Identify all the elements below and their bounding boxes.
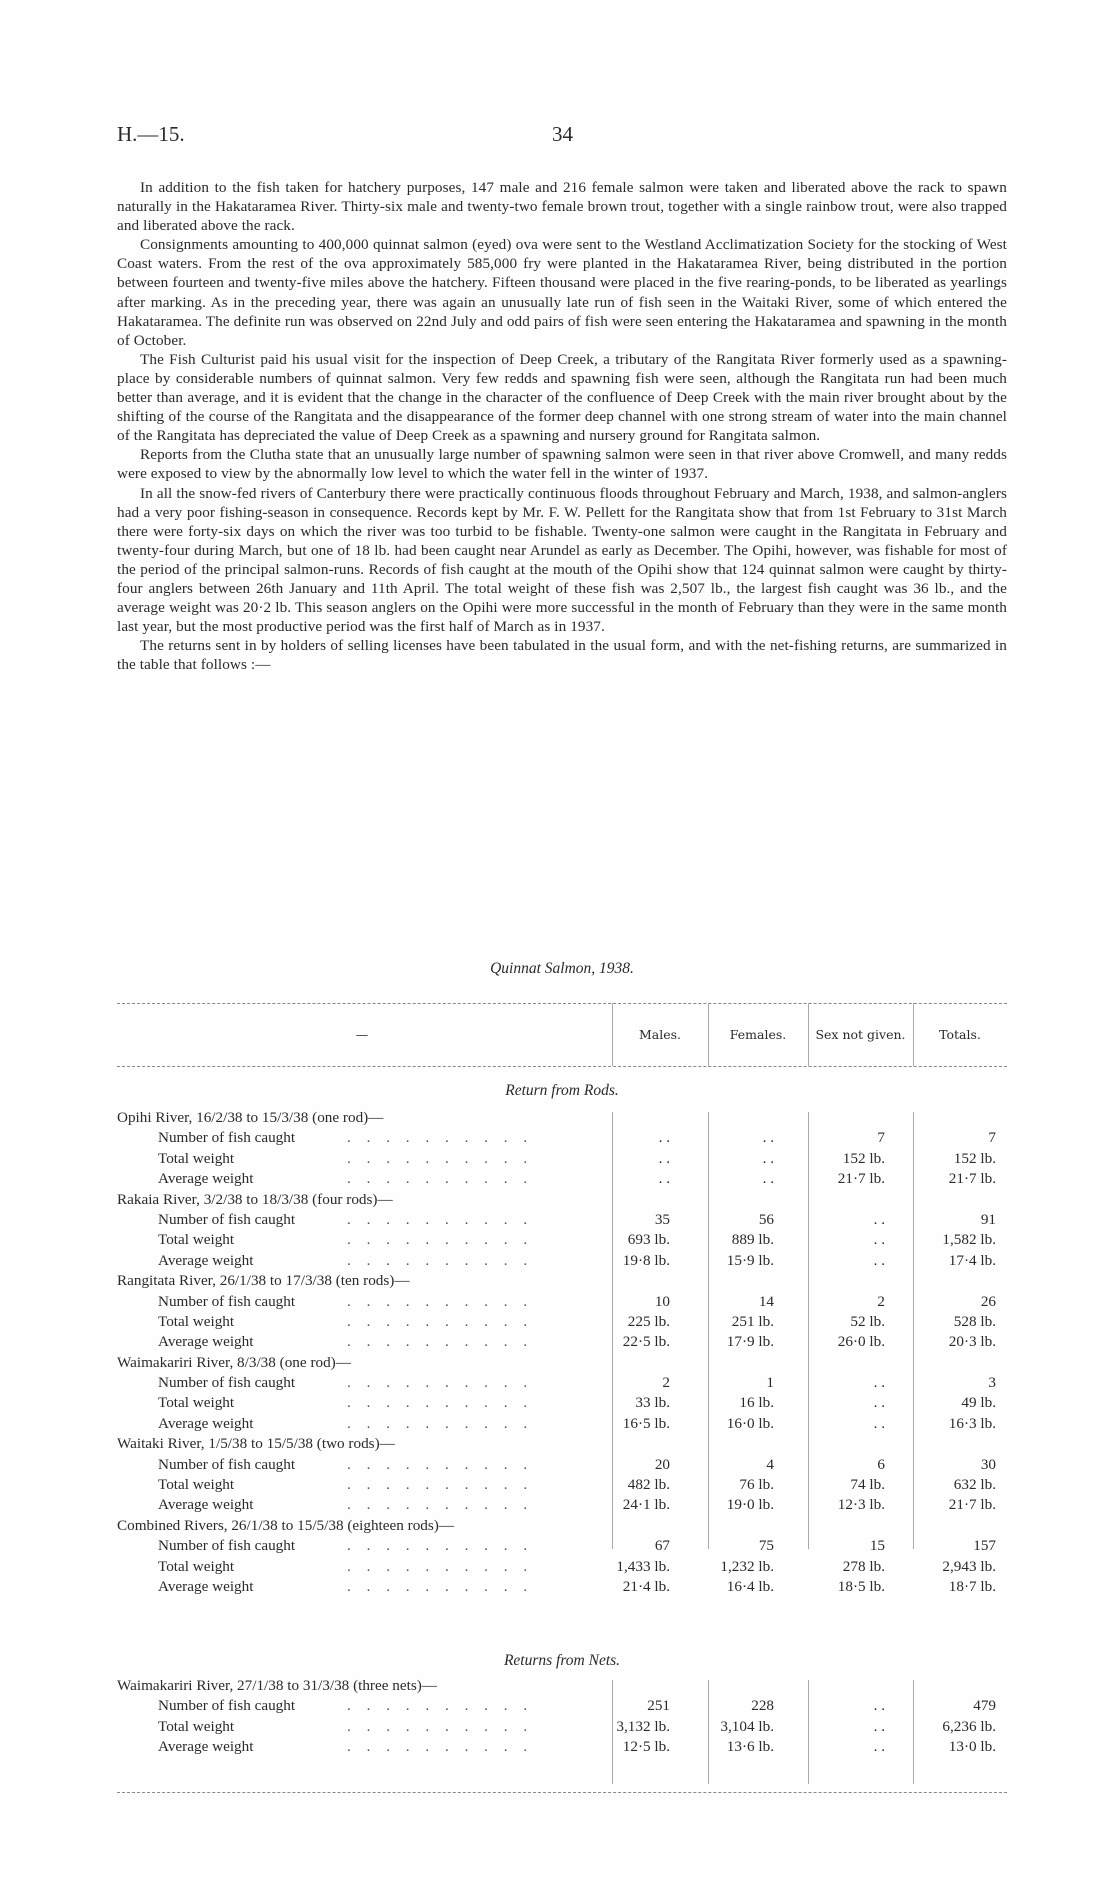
nets-rows	[117, 1676, 1007, 1758]
paragraph: The returns sent in by holders of selling licenses have been tabulated in the usual form, and with the net-fishing returns, are summarized in the table that follows :—	[117, 637, 1007, 674]
table-row: Total weight . . . . . . . . . . 33 lb. 16 lb. . . 49 lb.	[158, 1394, 996, 1412]
table-row: Number of fish caught . . . . . . . . . . 251 228 . . 479	[158, 1697, 996, 1715]
river-heading: Waimakariri River, 8/3/38 (one rod)—	[117, 1353, 351, 1371]
table-row: Total weight . . . . . . . . . . 482 lb. 76 lb. 74 lb. 632 lb.	[158, 1476, 996, 1494]
paragraph: The Fish Culturist paid his usual visit for the inspection of Deep Creek, a tributary of the Rangitata River formerly used as a spawning-place by considerable numbers of quinnat salmon. Very few redds and spawning fish were seen, although the Rangitata run had been much better than average, and it is evident that the change in the character of the confluence of Deep Creek with the main river brought about by the shifting of the course of the Rangitata and the disappearance of the former deep channel with one strong stream of water into the main channel of the Rangitata has depreciated the value of Deep Creek as a spawning and nursery ground for Rangitata salmon.	[117, 350, 1007, 445]
table-row: Average weight . . . . . . . . . . 21·4 lb. 16·4 lb. 18·5 lb. 18·7 lb.	[158, 1577, 996, 1595]
section-title-rods: Return from Rods.	[505, 1082, 619, 1099]
table-row: Total weight . . . . . . . . . . . . . . 152 lb. 152 lb.	[158, 1149, 996, 1167]
river-heading: Opihi River, 16/2/38 to 15/3/38 (one rod)—	[117, 1109, 384, 1126]
table-row: Number of fish caught . . . . . . . . . . 35 56 . . 91	[158, 1210, 996, 1228]
table-row: Number of fish caught . . . . . . . . . . 67 75 15 157	[158, 1537, 996, 1555]
table-row: Total weight . . . . . . . . . . 225 lb. 251 lb. 52 lb. 528 lb.	[158, 1312, 996, 1330]
river-heading: Rangitata River, 26/1/38 to 17/3/38 (ten rods)—	[117, 1272, 410, 1290]
header-totals: Totals.	[939, 1027, 981, 1042]
page-number: 34	[552, 122, 573, 146]
column-divider	[708, 1003, 709, 1066]
table-row: Number of fish caught . . . . . . . . . . 20 4 6 30	[158, 1455, 996, 1473]
paragraph: In all the snow-fed rivers of Canterbury there were practically continuous floods throughout February and March, 1938, and salmon-anglers had a very poor fishing-season in consequence. Records kept by Mr. F. W. Pellett for the Rangitata show that from 1st February to 31st March there were forty-six days on which the river was too turbid to be fishable. Twenty-one salmon were caught in the Rangitata in February and twenty-four during March, but one of 18 lb. had been caught near Arundel as early as December. The Opihi, however, was fishable for most of the period of the principal salmon-runs. Records of fish caught at the mouth of the Opihi show that 124 quinnat salmon were caught by thirty-four anglers between 26th January and 11th April. The total weight of these fish was 2,507 lb., the largest fish caught was 36 lb., and the average weight was 20·2 lb. This season anglers on the Opihi were more successful in the month of February than they were in the same month last year, but the most productive period was the first half of March as in 1937.	[117, 484, 1007, 636]
table-row: Number of fish caught . . . . . . . . . . 10 14 2 26	[158, 1292, 996, 1310]
paragraph: Reports from the Clutha state that an unusually large number of spawning salmon were seen in that river above Cromwell, and many redds were exposed to view by the abnormally low level to which the water fell in the winter of 1937.	[117, 446, 1007, 483]
document-reference: H.—15.	[117, 122, 185, 146]
paragraph: Consignments amounting to 400,000 quinnat salmon (eyed) ova were sent to the Westland Acclimatization Society for the stocking of West Coast waters. From the rest of the ova approximately 585,000 fry were planted in the Hakataramea River, being distributed in the portion between fourteen and twenty-five miles above the hatchery. Fifteen thousand were placed in the five rearing-ponds, to be liberated as yearlings after marking. As in the preceding year, there was again an unusually late run of fish seen in the Waitaki River, some of which entered the Hakataramea. The definite run was observed on 22nd July and odd pairs of fish were seen entering the Hakataramea and spawning in the month of October.	[117, 236, 1007, 349]
table-row: Average weight . . . . . . . . . . 16·5 lb. 16·0 lb. . . 16·3 lb.	[158, 1414, 996, 1432]
body-text	[117, 178, 1007, 674]
table-row: Average weight . . . . . . . . . . . . . . 21·7 lb. 21·7 lb.	[158, 1170, 996, 1188]
table-row: Average weight . . . . . . . . . . 22·5 lb. 17·9 lb. 26·0 lb. 20·3 lb.	[158, 1333, 996, 1351]
section-title-nets: Returns from Nets.	[503, 1652, 621, 1669]
river-heading: Rakaia River, 3/2/38 to 18/3/38 (four rods)—	[117, 1190, 393, 1208]
table-bottom-rule	[117, 1792, 1007, 1793]
river-heading: Waimakariri River, 27/1/38 to 31/3/38 (three nets)—	[117, 1677, 437, 1694]
page-header	[117, 122, 1007, 152]
table-row: Total weight . . . . . . . . . . 3,132 lb. 3,104 lb. . . 6,236 lb.	[158, 1717, 996, 1735]
table-row: Number of fish caught . . . . . . . . . . 2 1 . . 3	[158, 1374, 996, 1392]
column-divider	[808, 1003, 809, 1066]
column-divider	[913, 1003, 914, 1066]
header-sex-not-given: Sex not given.	[815, 1027, 906, 1042]
table-row: Average weight . . . . . . . . . . 19·8 lb. 15·9 lb. . . 17·4 lb.	[158, 1251, 996, 1269]
table-row: Total weight . . . . . . . . . . 693 lb. 889 lb. . . 1,582 lb.	[158, 1231, 996, 1249]
table-header-row	[117, 1003, 1007, 1066]
header-females: Females.	[729, 1027, 787, 1042]
table-row: Average weight . . . . . . . . . . 12·5 lb. 13·6 lb. . . 13·0 lb.	[158, 1738, 996, 1756]
table-row: Total weight . . . . . . . . . . 1,433 lb. 1,232 lb. 278 lb. 2,943 lb.	[158, 1557, 996, 1575]
river-heading: Combined Rivers, 26/1/38 to 15/5/38 (eighteen rods)—	[117, 1516, 455, 1534]
header-males: Males.	[638, 1027, 682, 1042]
header-label: —	[355, 1027, 369, 1042]
rods-rows	[117, 1108, 1007, 1597]
column-divider	[612, 1003, 613, 1066]
river-heading: Waitaki River, 1/5/38 to 15/5/38 (two rods)—	[117, 1435, 395, 1453]
table-row: Number of fish caught . . . . . . . . . . . . . . 7 7	[158, 1129, 996, 1147]
table-header-rule	[117, 1066, 1007, 1067]
table-row: Average weight . . . . . . . . . . 24·1 lb. 19·0 lb. 12·3 lb. 21·7 lb.	[158, 1496, 996, 1514]
paragraph: In addition to the fish taken for hatchery purposes, 147 male and 216 female salmon were taken and liberated above the rack to spawn naturally in the Hakataramea River. Thirty-six male and twenty-two female brown trout, together with a single rainbow trout, were also trapped and liberated above the rack.	[117, 179, 1007, 235]
table-title: Quinnat Salmon, 1938.	[490, 960, 634, 977]
